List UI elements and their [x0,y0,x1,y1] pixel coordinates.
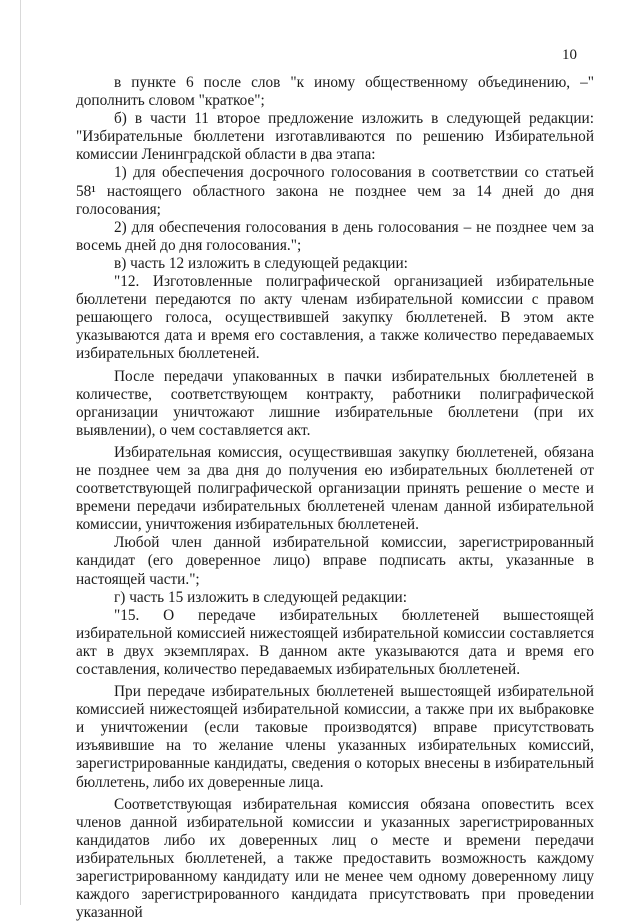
paragraph: 2) для обеспечения голосования в день голосования – не позднее чем за восемь дней до дня голосования."; [76,218,594,254]
paragraph: "12. Изготовленные полиграфической организацией избирательные бюллетени передаются по акту членам избирательной комиссии с правом решающего голоса, осуществившей закупку бюллетеней. В этом акте указываются дата и время его составления, а также количество передаваемых избирательных бюллетеней. [76,273,594,363]
paragraph: Любой член данной избирательной комиссии, зарегистрированный кандидат (его доверенное лицо) вправе подписать акты, указанные в настоящей части."; [76,534,594,588]
paragraph: При передаче избирательных бюллетеней вышестоящей избирательной комиссией нижестоящей избирательной комиссии, а также при их выбраковке и уничтожении (если таковые производятся) вправе присутствовать изъявившие на то желание члены указанных избирательных комиссий, зарегистрированные кандидаты, сведения о которых внесены в избирательный бюллетень, либо их доверенные лица. [76,683,594,791]
paragraph: "15. О передаче избирательных бюллетеней вышестоящей избирательной комиссией нижестоящей избирательной комиссии составляется акт в двух экземплярах. В данном акте указываются дата и время его составления, количество передаваемых избирательных бюллетеней. [76,606,594,678]
paragraph: в пункте 6 после слов "к иному общественному объединению, –" дополнить словом "краткое"; [76,74,594,110]
paragraph: в) часть 12 изложить в следующей редакции: [114,254,408,272]
paragraph: Соответствующая избирательная комиссия обязана оповестить всех членов данной избирательной комиссии и указанных зарегистрированных кандидатов либо их доверенных лиц о месте и времени передачи избирательных бюллетеней, а также предоставить возможность каждому зарегистрированному кандидату или не менее чем одному доверенному лицу каждого зарегистрированного кандидата присутствовать при проведении указанной [76,795,594,922]
document-body [76,74,594,922]
paragraph: После передачи упакованных в пачки избирательных бюллетеней в количестве, соответствующем контракту, работники полиграфической организации уничтожают лишние избирательные бюллетени (при их выявлении), о чем составляется акт. [76,367,594,439]
paragraph: г) часть 15 изложить в следующей редакции: [114,588,407,606]
page-number: 10 [562,47,577,63]
paragraph: б) в части 11 второе предложение изложить в следующей редакции: "Избирательные бюллетени изготавливаются по решению Избирательной комиссии Ленинградской области в два этапа: [76,110,594,164]
paragraph: 1) для обеспечения досрочного голосования в соответствии со статьей 58¹ настоящего областного закона не позднее чем за 14 дней до дня голосования; [76,164,594,218]
paragraph: Избирательная комиссия, осуществившая закупку бюллетеней, обязана не позднее чем за два дня до получения ею избирательных бюллетеней от соответствующей полиграфической организации принять решение о месте и времени передачи избирательных бюллетеней членам данной избирательной комиссии, уничтожения избирательных бюллетеней. [76,443,594,534]
scan-edge-line [20,0,21,905]
